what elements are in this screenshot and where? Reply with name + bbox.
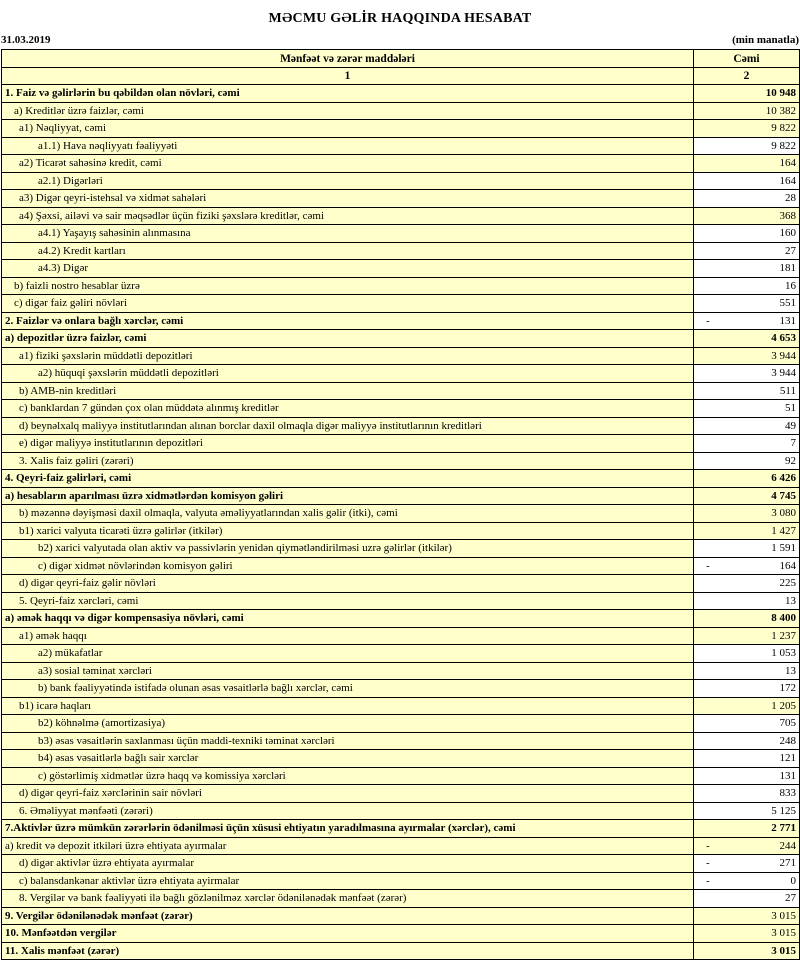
row-label: b1) icarə haqları bbox=[19, 699, 92, 712]
row-value: 4 745 bbox=[771, 489, 796, 502]
table-row bbox=[2, 400, 800, 418]
table-row bbox=[2, 645, 800, 663]
row-label: 6. Əməliyyat mənfəəti (zərəri) bbox=[19, 804, 153, 817]
table-row bbox=[2, 627, 800, 645]
col-number-2: 2 bbox=[694, 68, 800, 85]
table-row bbox=[2, 837, 800, 855]
row-value: 551 bbox=[779, 297, 796, 310]
row-value: 10 948 bbox=[765, 87, 796, 100]
row-label: a) hesabların aparılması üzrə xidmətlərdən komisyon gəliri bbox=[5, 489, 284, 502]
row-label: a4.3) Digər bbox=[38, 262, 89, 274]
row-label: 4. Qeyri-faiz gəlirləri, cəmi bbox=[5, 472, 132, 484]
row-label: a2) Ticarət sahəsinə kredit, cəmi bbox=[19, 157, 162, 169]
row-value: 511 bbox=[779, 384, 796, 397]
row-value: 27 bbox=[785, 244, 796, 257]
table-row bbox=[2, 260, 800, 278]
row-label: b3) əsas vəsaitlərin saxlanması üçün maddi-texniki təminat xərcləri bbox=[38, 734, 335, 747]
table-row bbox=[2, 172, 800, 190]
table-row bbox=[2, 662, 800, 680]
table-row bbox=[2, 575, 800, 593]
unit-note: (min manatla) bbox=[732, 34, 799, 46]
row-label: c) balansdankənar aktivlər üzrə ehtiyata ayirmalar bbox=[19, 874, 240, 887]
table-row bbox=[2, 295, 800, 313]
col-number-1: 1 bbox=[2, 68, 694, 85]
row-label: d) digər aktivlər üzrə ehtiyata ayırmalar bbox=[19, 857, 194, 869]
negative-dash-mark: - bbox=[706, 857, 710, 870]
table-row bbox=[2, 137, 800, 155]
income-statement-table bbox=[1, 49, 800, 960]
row-value: 1 053 bbox=[771, 647, 796, 660]
row-label: a2) mükafatlar bbox=[38, 647, 103, 659]
row-value: 27 bbox=[785, 892, 796, 905]
table-row bbox=[2, 767, 800, 785]
row-label: b2) köhnəlmə (amortizasiya) bbox=[38, 717, 166, 729]
report-meta bbox=[1, 34, 799, 46]
row-label: 9. Vergilər ödənilənədək mənfəət (zərər) bbox=[5, 909, 193, 922]
row-label: b1) xarici valyuta ticarəti üzrə gəlirlər (itkilər) bbox=[19, 524, 223, 537]
row-value: 172 bbox=[779, 682, 796, 695]
row-value: 705 bbox=[779, 717, 796, 730]
table-row bbox=[2, 277, 800, 295]
row-label: 2. Faizlər və onlara bağlı xərclər, cəmi bbox=[5, 314, 184, 327]
row-value: 0 bbox=[790, 874, 796, 887]
row-value: 131 bbox=[779, 769, 796, 782]
table-row bbox=[2, 382, 800, 400]
table-row bbox=[2, 330, 800, 348]
table-row bbox=[2, 680, 800, 698]
row-value: 5 125 bbox=[771, 804, 796, 817]
row-label: 7.Aktivlər üzrə mümkün zərərlərin ödənilməsi üçün xüsusi ehtiyatın yaradılmasına ayırmalar (xərclər), cəmi bbox=[5, 822, 516, 834]
row-value: 131 bbox=[779, 314, 796, 327]
row-label: a1) fiziki şəxslərin müddətli depozitləri bbox=[19, 349, 193, 362]
row-label: a1) əmək haqqı bbox=[19, 629, 87, 642]
row-label: b) faizli nostro hesablar üzrə bbox=[14, 279, 140, 292]
row-label: a) depozitlər üzrə faizlər, cəmi bbox=[5, 332, 147, 344]
row-value: 9 822 bbox=[771, 139, 796, 152]
table-row bbox=[2, 207, 800, 225]
row-label: b2) xarici valyutada olan aktiv və passivlərin yenidən qiymətləndirilməsi uzrə gəlirlər (itkilər) bbox=[38, 542, 452, 554]
row-value: 3 015 bbox=[771, 927, 796, 940]
row-value: 164 bbox=[779, 157, 796, 170]
table-row bbox=[2, 435, 800, 453]
row-label: c) digər xidmət növlərindən komisyon gəliri bbox=[38, 559, 233, 572]
row-value: 10 382 bbox=[765, 104, 796, 117]
table-row bbox=[2, 365, 800, 383]
table-row bbox=[2, 225, 800, 243]
row-value: 3 944 bbox=[771, 349, 796, 362]
row-label: 8. Vergilər və bank fəaliyyəti ilə bağlı gözlənilməz xərclər ödənilənədək mənfəət (zərər) bbox=[19, 892, 407, 904]
row-value: 92 bbox=[785, 454, 796, 467]
row-value: 225 bbox=[779, 577, 796, 590]
row-value: 8 400 bbox=[771, 612, 796, 625]
row-label: a2.1) Digərləri bbox=[38, 174, 103, 187]
table-row bbox=[2, 120, 800, 138]
row-value: 1 591 bbox=[771, 542, 796, 555]
row-label: b) məzənnə dəyişməsi daxil olmaqla, valyuta əməliyyatlarından xalis gəlir (itki), cəmi bbox=[19, 507, 398, 519]
table-row bbox=[2, 312, 800, 330]
table-row bbox=[2, 697, 800, 715]
row-label: d) digər qeyri-faiz gəlir növləri bbox=[19, 577, 156, 589]
table-row bbox=[2, 347, 800, 365]
table-row bbox=[2, 907, 800, 925]
table-row bbox=[2, 470, 800, 488]
row-value: 833 bbox=[779, 787, 796, 800]
negative-dash-mark: - bbox=[706, 314, 710, 327]
row-label: a1.1) Hava nəqliyyatı fəaliyyəti bbox=[38, 139, 178, 152]
row-label: b) bank fəaliyyətində istifadə olunan əsas vəsaitlərlə bağlı xərclər, cəmi bbox=[38, 682, 353, 694]
table-row bbox=[2, 487, 800, 505]
row-label: c) göstərlimiş xidmətlər üzrə haqq və komissiya xərcləri bbox=[38, 769, 286, 782]
negative-dash-mark: - bbox=[706, 839, 710, 852]
table-row bbox=[2, 715, 800, 733]
row-label: a4) Şəxsi, ailəvi və sair məqsədlər üçün fiziki şəxslərə kreditlər, cəmi bbox=[19, 209, 325, 222]
row-value: 368 bbox=[779, 209, 796, 222]
table-row bbox=[2, 610, 800, 628]
row-label: b4) əsas vəsaitlərlə bağlı sair xərclər bbox=[38, 752, 199, 764]
table-row bbox=[2, 750, 800, 768]
row-label: a) əmək haqqı və digər kompensasiya növləri, cəmi bbox=[5, 612, 244, 624]
row-value: 121 bbox=[779, 752, 796, 765]
row-label: 5. Qeyri-faiz xərcləri, cəmi bbox=[19, 594, 139, 607]
row-label: d) beynəlxalq maliyyə institutlarından alınan borclar daxil olmaqla digər maliyyə institutlarının kreditləri bbox=[19, 419, 482, 432]
row-label: c) banklardan 7 gündən çox olan müddətə alınmış kreditlər bbox=[19, 402, 279, 414]
row-label: 11. Xalis mənfəət (zərər) bbox=[5, 944, 120, 957]
row-label: 3. Xalis faiz gəliri (zərəri) bbox=[19, 454, 134, 467]
table-row bbox=[2, 242, 800, 260]
row-value: 2 771 bbox=[771, 822, 796, 835]
table-row bbox=[2, 155, 800, 173]
table-row bbox=[2, 190, 800, 208]
row-value: 4 653 bbox=[771, 332, 796, 345]
table-row bbox=[2, 540, 800, 558]
row-value: 3 080 bbox=[771, 507, 796, 520]
row-value: 16 bbox=[785, 279, 796, 292]
row-value: 181 bbox=[779, 262, 796, 275]
row-label: a1) Nəqliyyat, cəmi bbox=[19, 122, 107, 134]
table-row bbox=[2, 417, 800, 435]
row-value: 3 015 bbox=[771, 909, 796, 922]
table-row bbox=[2, 505, 800, 523]
row-value: 13 bbox=[785, 594, 796, 607]
table-row bbox=[2, 522, 800, 540]
row-value: 1 205 bbox=[771, 699, 796, 712]
row-value: 271 bbox=[779, 857, 796, 870]
row-label: e) digər maliyyə institutlarının depozitləri bbox=[19, 437, 203, 449]
col-header-items: Mənfəət və zərər maddələri bbox=[2, 50, 694, 68]
table-row bbox=[2, 102, 800, 120]
table-row bbox=[2, 592, 800, 610]
table-row bbox=[2, 872, 800, 890]
table-row bbox=[2, 85, 800, 103]
col-header-total: Cəmi bbox=[694, 50, 800, 68]
table-row bbox=[2, 925, 800, 943]
report-date: 31.03.2019 bbox=[1, 34, 51, 46]
row-value: 160 bbox=[779, 227, 796, 240]
table-row bbox=[2, 820, 800, 838]
row-value: 164 bbox=[779, 559, 796, 572]
row-value: 248 bbox=[779, 734, 796, 747]
table-row bbox=[2, 557, 800, 575]
row-value: 7 bbox=[790, 437, 796, 450]
row-label: b) AMB-nin kreditləri bbox=[19, 384, 117, 397]
negative-dash-mark: - bbox=[706, 559, 710, 572]
header-row bbox=[2, 50, 800, 68]
row-value: 28 bbox=[785, 192, 796, 205]
row-label: d) digər qeyri-faiz xərclərinin sair növləri bbox=[19, 787, 202, 799]
row-label: 1. Faiz və gəlirlərin bu qəbildən olan növləri, cəmi bbox=[5, 87, 240, 99]
table-row bbox=[2, 942, 800, 960]
row-value: 13 bbox=[785, 664, 796, 677]
row-label: a2) hüquqi şəxslərin müddətli depozitləri bbox=[38, 367, 219, 379]
row-value: 244 bbox=[779, 839, 796, 852]
row-label: a4.1) Yaşayış sahəsinin alınmasına bbox=[38, 227, 191, 239]
table-row bbox=[2, 732, 800, 750]
row-value: 51 bbox=[785, 402, 796, 415]
table-row bbox=[2, 890, 800, 908]
row-label: c) digər faiz gəliri növləri bbox=[14, 297, 128, 309]
row-value: 1 237 bbox=[771, 629, 796, 642]
row-value: 1 427 bbox=[771, 524, 796, 537]
row-value: 3 015 bbox=[771, 944, 796, 957]
row-label: a) kredit və depozit itkiləri üzrə ehtiyata ayırmalar bbox=[5, 839, 227, 852]
row-value: 164 bbox=[779, 174, 796, 187]
row-label: a3) sosial təminat xərcləri bbox=[38, 664, 152, 677]
page-title: MƏCMU GƏLİR HAQQINDA HESABAT bbox=[268, 11, 532, 26]
row-label: a) Kreditlər üzrə faizlər, cəmi bbox=[14, 104, 144, 117]
table-row bbox=[2, 802, 800, 820]
row-value: 9 822 bbox=[771, 122, 796, 135]
negative-dash-mark: - bbox=[706, 874, 710, 887]
table-row bbox=[2, 452, 800, 470]
row-value: 6 426 bbox=[771, 472, 796, 485]
row-label: a4.2) Kredit kartları bbox=[38, 244, 126, 257]
row-value: 49 bbox=[785, 419, 796, 432]
row-value: 3 944 bbox=[771, 367, 796, 380]
table-row bbox=[2, 855, 800, 873]
table-row bbox=[2, 785, 800, 803]
row-label: a3) Digər qeyri-istehsal və xidmət sahələri bbox=[19, 192, 207, 204]
row-label: 10. Mənfəətdən vergilər bbox=[5, 927, 117, 939]
header-number-row bbox=[2, 68, 800, 85]
